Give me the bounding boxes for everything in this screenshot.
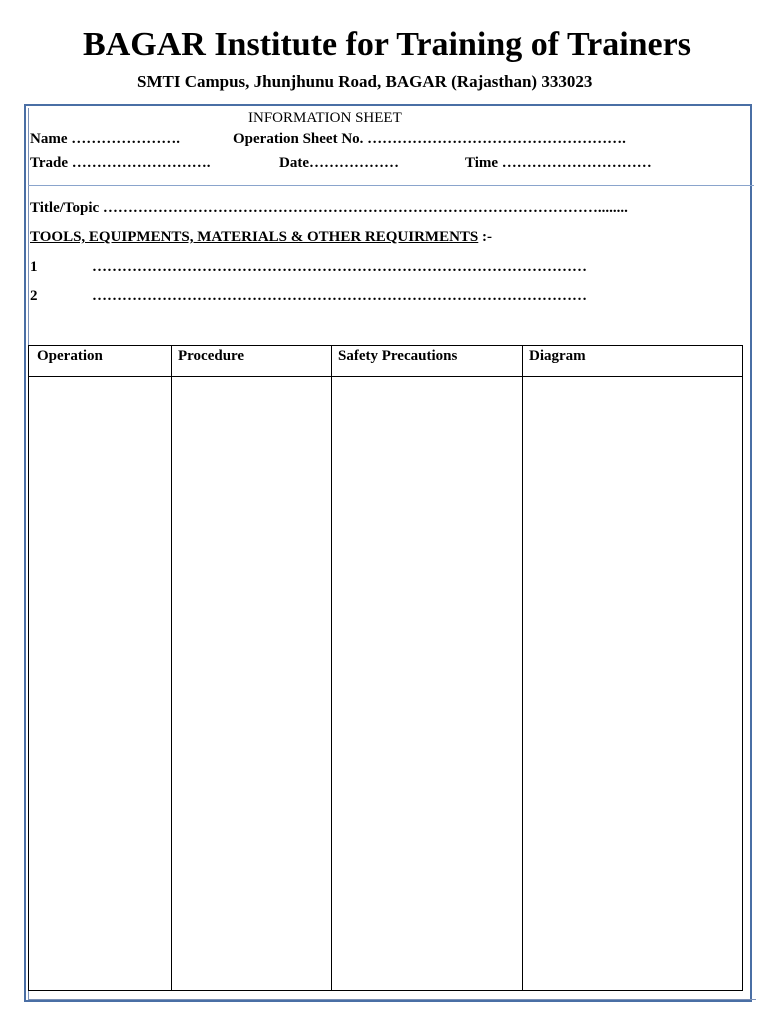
operation-sheet-number-field: Operation Sheet No. …………………………………………….: [233, 131, 626, 147]
information-sheet-heading: INFORMATION SHEET: [248, 110, 402, 126]
column-divider: [331, 346, 332, 990]
column-header-procedure: Procedure: [178, 348, 245, 364]
table-header-divider: [29, 376, 742, 377]
item-dotted-line: ………………………………………………………………………………………: [92, 288, 587, 304]
item-number: 2: [30, 288, 38, 304]
tools-heading: [30, 229, 492, 246]
item-number: 1: [30, 259, 38, 275]
item-dotted-line: ………………………………………………………………………………………: [92, 259, 587, 275]
trade-field: Trade ……………………….: [30, 155, 211, 171]
date-field: Date………………: [279, 155, 399, 171]
column-divider: [171, 346, 172, 990]
operation-table: [28, 345, 743, 991]
institute-address: SMTI Campus, Jhunjhunu Road, BAGAR (Rajasthan) 333023: [137, 72, 593, 91]
header-divider: [28, 185, 754, 186]
institute-title: BAGAR Institute for Training of Trainers: [83, 26, 691, 63]
column-header-operation: Operation: [37, 348, 103, 364]
tools-heading-text: TOOLS, EQUIPMENTS, MATERIALS & OTHER REQUIRMENTS: [30, 229, 479, 245]
column-header-diagram: Diagram: [529, 348, 586, 364]
name-field: Name ………………….: [30, 131, 180, 147]
column-header-safety-precautions: Safety Precautions: [338, 348, 458, 364]
time-field: Time …………………………: [465, 155, 652, 171]
tools-heading-suffix: :-: [478, 229, 493, 245]
column-divider: [522, 346, 523, 990]
title-topic-field: Title/Topic ………………………………………………………………………………………........: [30, 200, 628, 216]
